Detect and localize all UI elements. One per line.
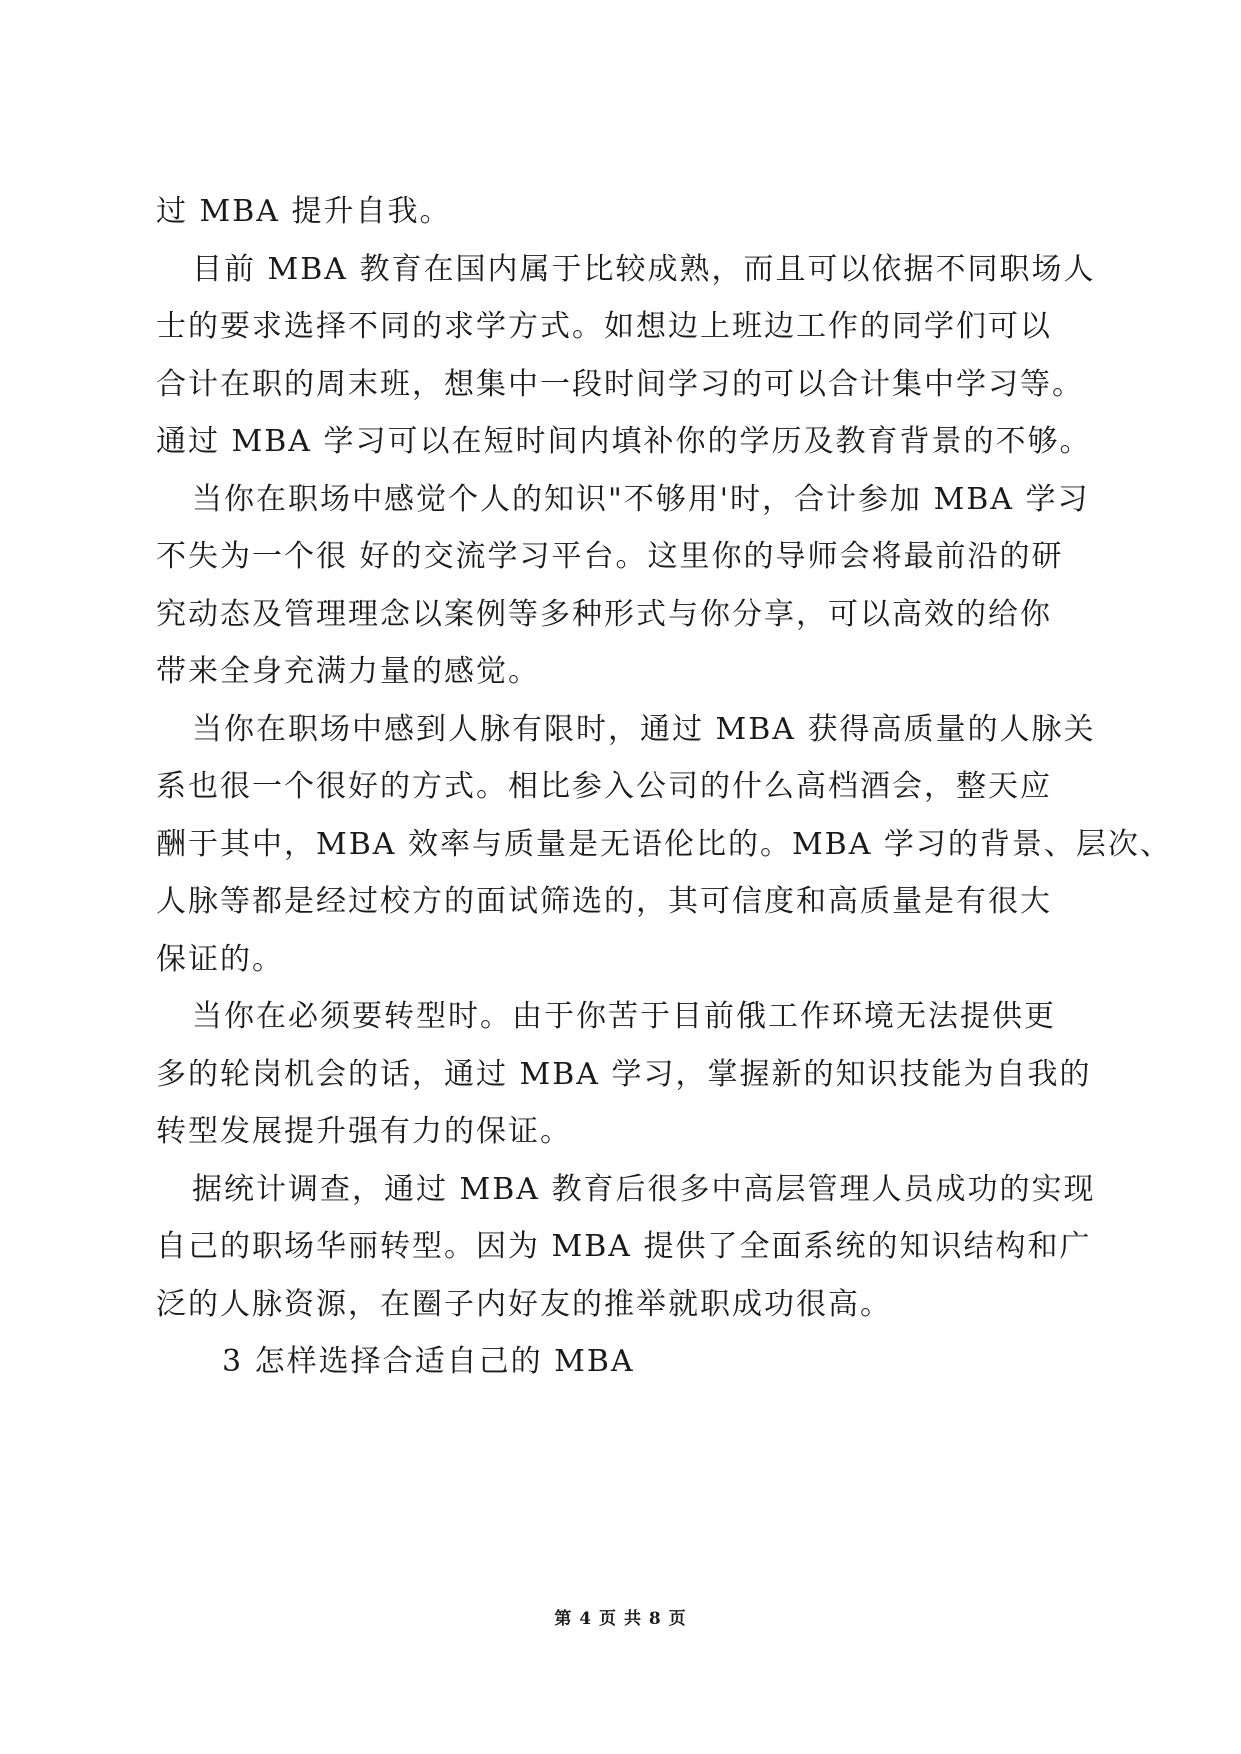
text-line: 当你在必须要转型时。由于你苦于目前俄工作环境无法提供更 (192, 999, 1056, 1034)
text-line: 通过 MBA 学习可以在短时间内填补你的学历及教育背景的不够。 (156, 424, 1092, 459)
text-line: 过 MBA 提升自我。 (156, 194, 452, 229)
text-line: 自己的职场华丽转型。因为 MBA 提供了全面系统的知识结构和广 (156, 1229, 1092, 1264)
text-line: 不失为一个很 好的交流学习平台。这里你的导师会将最前沿的研 (156, 539, 1064, 574)
text-line: 泛的人脉资源，在圈子内好友的推举就职成功很高。 (156, 1286, 892, 1322)
page-footer: 第 4 页 共 8 页 (554, 1609, 687, 1629)
text-line: 带来全身充满力量的感觉。 (156, 654, 540, 689)
text-line: 人脉等都是经过校方的面试筛选的，其可信度和高质量是有很大 (156, 884, 1052, 919)
section-heading: 3 怎样选择合适自己的 MBA (222, 1344, 635, 1379)
text-line: 酬于其中，MBA 效率与质量是无语伦比的。MBA 学习的背景、层次、 (156, 826, 1172, 862)
text-line: 当你在职场中感到人脉有限时，通过 MBA 获得高质量的人脉关 (192, 711, 1096, 747)
document-body (156, 183, 1172, 1391)
paragraph (156, 183, 1096, 241)
text-line: 士的要求选择不同的求学方式。如想边上班边工作的同学们可以 (156, 309, 1052, 344)
text-line: 究动态及管理理念以案例等多种形式与你分享，可以高效的给你 (156, 596, 1052, 632)
text-line: 当你在职场中感觉个人的知识"不够用'时，合计参加 MBA 学习 (192, 481, 1090, 517)
text-line: 保证的。 (156, 941, 284, 977)
text-line: 合计在职的周末班，想集中一段时间学习的可以合计集中学习等。 (156, 366, 1084, 402)
paragraph (156, 471, 1096, 701)
paragraph (156, 1161, 1096, 1334)
text-line: 目前 MBA 教育在国内属于比较成熟，而且可以依据不同职场人 (192, 251, 1096, 287)
text-line: 系也很一个很好的方式。相比参入公司的什么高档酒会，整天应 (156, 769, 1052, 804)
paragraph (156, 988, 1096, 1161)
text-line: 转型发展提升强有力的保证。 (156, 1114, 572, 1149)
text-line: 据统计调查，通过 MBA 教育后很多中高层管理人员成功的实现 (192, 1171, 1096, 1207)
text-line: 多的轮岗机会的话，通过 MBA 学习，掌握新的知识技能为自我的 (156, 1056, 1092, 1092)
paragraph (156, 701, 1172, 989)
paragraph (156, 241, 1096, 471)
